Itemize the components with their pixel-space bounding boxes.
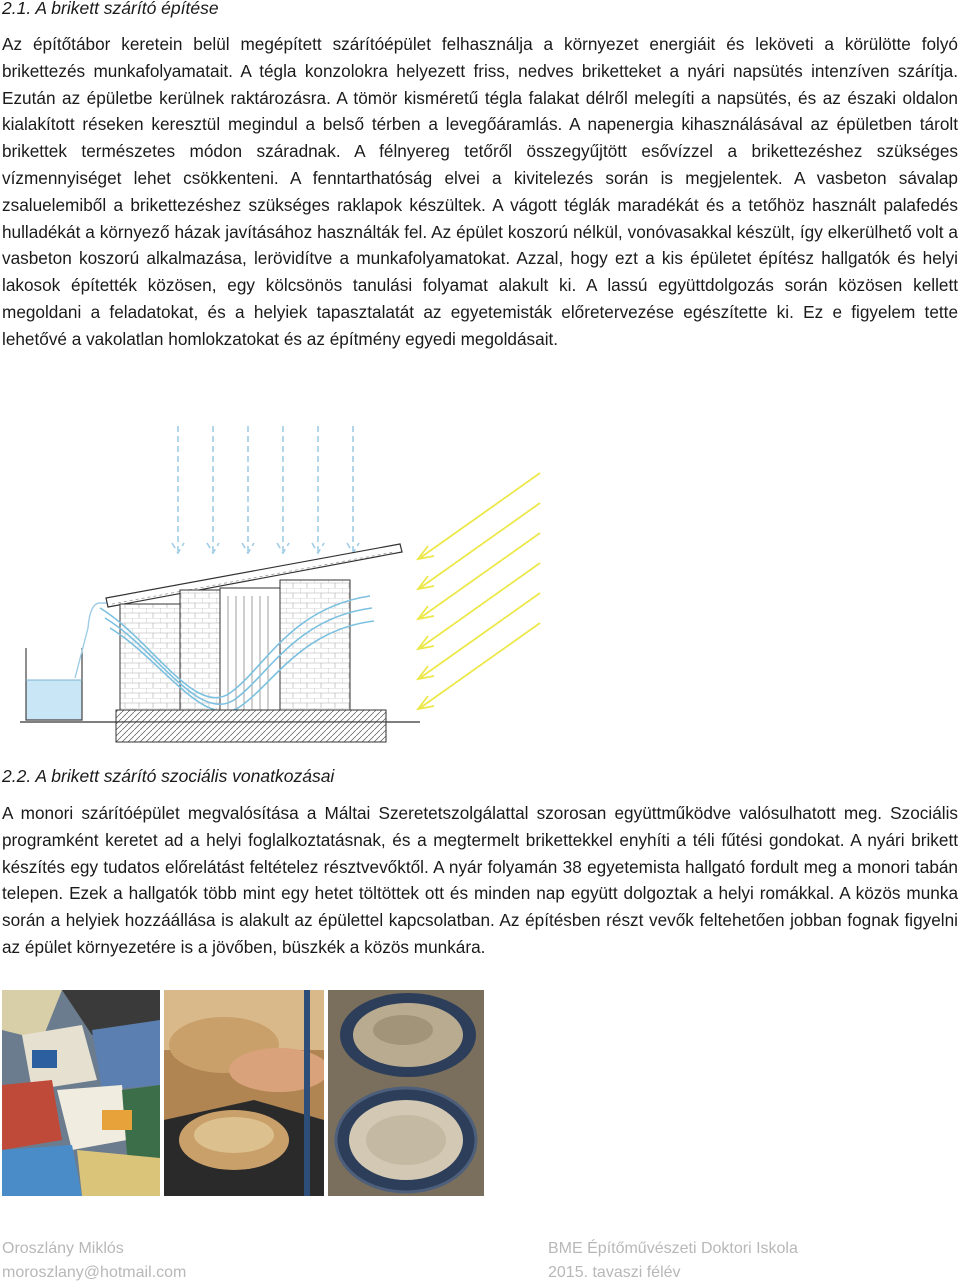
section-2-paragraph: A monori szárítóépület megvalósítása a Máltai Szeretetszolgálattal szorosan együttműködve valósulhatott meg. Szociális programként keretet ad a helyi foglalkoztatásnak, és a megtermelt brikettekkel enyhíti a téli fűtési gondokat. A nyári brikett készítés egy tudatos előrelátást feltételez résztvevőktől. A nyár folyamán 38 egyetemista hallgató fordult meg a monori tabán telepen. Ezek a hallgatók több mint egy hetet töltöttek ott és minden nap együtt dolgoztak a helyi romákkal. A közös munka során a helyiek hozzáállása is alakult az épülettel kapcsolatban. Az építésben részt vevők feltehetően jobban fognak figyelni az épület környezetére is a jövőben, büszkék a közös munkára. bbox=[2, 803, 958, 957]
footer-school: BME Építőművészeti Doktori Iskola bbox=[548, 1240, 798, 1257]
footer-author: Oroszlány Miklós bbox=[2, 1240, 124, 1257]
section-1-paragraph: Az építőtábor keretein belül megépített szárítóépület felhasználja a környezet energiáit és leköveti a körülötte folyó brikettezés munkafolyamatait. A tégla konzolokra helyezett friss, nedves briketteket a nyári napsütés intenzíven szárítja. Ezután az épületbe kerülnek raktározásra. A tömör kisméretű tégla falakat délről melegíti a napsütés, és az északi oldalon kialakított réseken keresztül megindul a belső térben a levegőáramlás. A napenergia kihasználásával az épületben tárolt brikettek természetes módon száradnak. A félnyereg tetőről összegyűjtött esővízzel a brikettezéshez szükséges vízmennyiséget lehet csökkenteni. A fenntarthatóság elvei a kivitelezés során is megjelentek. A vasbeton sávalap zsaluelemiből a brikettezéshez szükséges raklapok készültek. A vágott téglák maradékát és a tetőhöz használt palafedés hulladékát a környező házak javításához használták fel. Az épület koszorú nélkül, vonóvasakkal készült, így elkerülhető volt a vasbeton koszorú alkalmazása, lerövidítve a munkafolyamatokat. Azzal, hogy ezt a kis épületet építész hallgatók és helyi lakosok építették közösen, egy kölcsönös tanulási folyamat alakult ki. A lassú együttdolgozás során közösen kellett megoldani a feladatokat, és a helyiek tapasztalatát az egyetemisták előretervezése egészítette ki. Ez e figyelem tette lehetővé a vakolatlan homlokzatokat és az építmény egyedi megoldásait. bbox=[2, 34, 958, 349]
footer-school-block bbox=[548, 1237, 798, 1285]
rain-arrows bbox=[172, 426, 359, 553]
drying-building-diagram bbox=[20, 418, 560, 748]
buckets-photo bbox=[328, 990, 484, 1196]
section-1-heading: 2.1. A brikett szárító építése bbox=[2, 0, 219, 18]
diagram-svg bbox=[20, 418, 560, 748]
sun-arrows bbox=[418, 473, 540, 709]
section-2-heading: 2.2. A brikett szárító szociális vonatkozásai bbox=[2, 766, 335, 786]
footer-email: moroszlany@hotmail.com bbox=[2, 1264, 187, 1281]
water-barrel bbox=[26, 648, 82, 720]
waste-paper-photo bbox=[2, 990, 160, 1196]
building-walls bbox=[120, 580, 350, 710]
footer-author-block bbox=[2, 1237, 186, 1285]
sawdust-hands-photo bbox=[164, 990, 324, 1196]
footer-term: 2015. tavaszi félév bbox=[548, 1264, 681, 1281]
